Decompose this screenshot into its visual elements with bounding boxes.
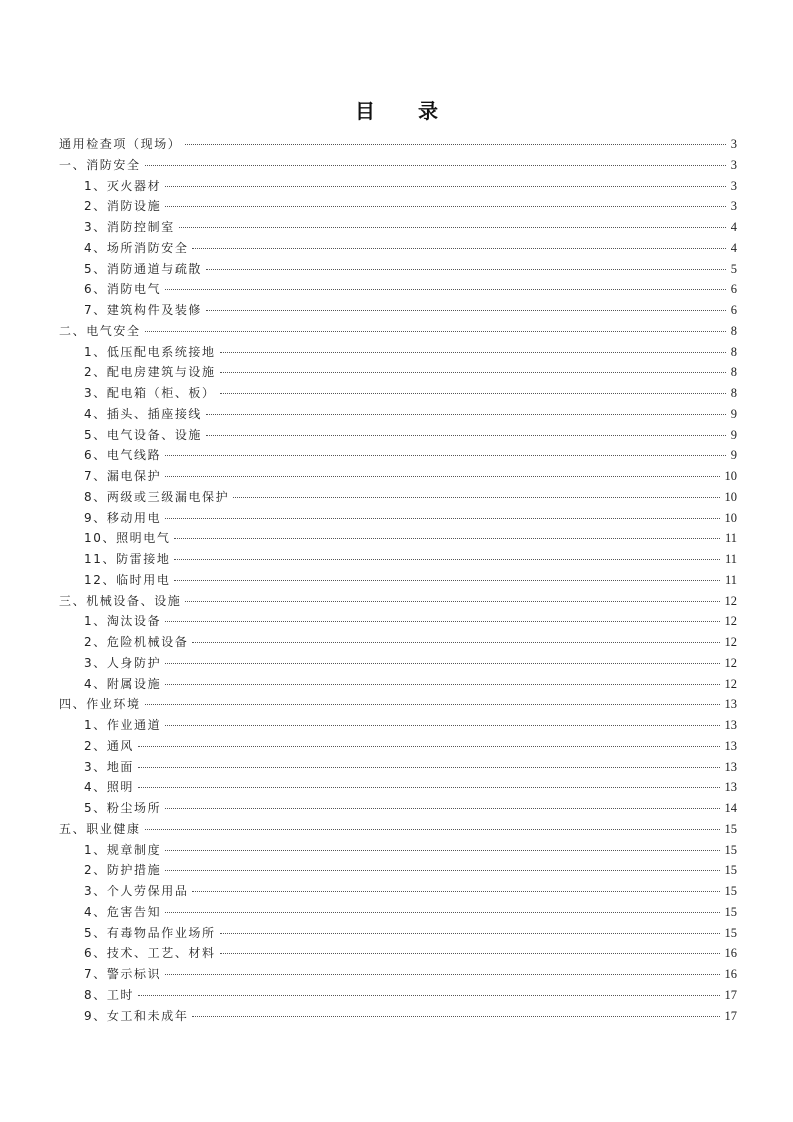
toc-entry-label: 三、机械设备、设施	[59, 593, 182, 608]
toc-dot-leader	[165, 206, 726, 207]
toc-dot-leader	[145, 331, 726, 332]
toc-entry-label: 5、粉尘场所	[84, 801, 162, 815]
toc-page-number: 3	[730, 137, 737, 151]
toc-entry-label: 4、照明	[84, 780, 135, 795]
toc-page-number: 4	[730, 220, 737, 234]
toc-dot-leader	[138, 995, 719, 996]
toc-dot-leader	[145, 165, 726, 166]
toc-subsection-entry[interactable]	[59, 798, 737, 819]
toc-entry-label: 4、插头、插座接线	[84, 406, 203, 421]
toc-subsection-entry[interactable]	[59, 238, 737, 259]
toc-entry-label: 2、消防设施	[84, 199, 162, 214]
toc-dot-leader	[192, 891, 719, 892]
toc-page-number: 8	[730, 323, 737, 338]
toc-entry-label: 一、消防安全	[59, 157, 141, 172]
toc-section-entry[interactable]	[59, 694, 737, 715]
toc-page-number: 6	[730, 282, 737, 297]
toc-dot-leader	[185, 601, 719, 602]
toc-dot-leader	[165, 186, 726, 187]
toc-entry-label: 10、照明电气	[84, 531, 171, 546]
toc-entry-label: 12、临时用电	[84, 572, 171, 587]
toc-entry-label: 3、个人劳保用品	[84, 884, 189, 898]
toc-dot-leader	[192, 642, 719, 643]
toc-subsection-entry[interactable]	[59, 176, 737, 197]
toc-entry-label: 9、女工和未成年	[84, 1008, 189, 1023]
toc-subsection-entry[interactable]	[59, 985, 737, 1006]
toc-subsection-entry[interactable]	[59, 528, 737, 549]
toc-page-number: 11	[724, 552, 737, 566]
toc-dot-leader	[220, 953, 720, 954]
toc-dot-leader	[138, 767, 719, 768]
toc-dot-leader	[165, 621, 719, 622]
toc-page-number: 8	[730, 365, 737, 380]
toc-subsection-entry[interactable]	[59, 840, 737, 861]
toc-subsection-entry[interactable]	[59, 279, 737, 300]
toc-dot-leader	[165, 870, 719, 871]
toc-subsection-entry[interactable]	[59, 196, 737, 217]
toc-dot-leader	[165, 684, 719, 685]
toc-entry-label: 8、工时	[84, 987, 135, 1002]
toc-subsection-entry[interactable]	[59, 943, 737, 964]
toc-page-number: 4	[730, 240, 737, 255]
toc-entry-label: 6、技术、工艺、材料	[84, 946, 216, 961]
toc-entry-label: 6、电气线路	[84, 448, 162, 463]
toc-entry-label: 8、两级或三级漏电保护	[84, 489, 230, 504]
toc-section-entry[interactable]	[59, 155, 737, 176]
toc-dot-leader	[206, 310, 726, 311]
toc-title: 目 录	[355, 99, 456, 123]
toc-subsection-entry[interactable]	[59, 342, 737, 363]
toc-page-number: 14	[724, 801, 737, 815]
toc-page-number: 10	[724, 510, 737, 525]
toc-page-number: 8	[730, 344, 737, 359]
toc-page-number: 12	[724, 635, 737, 649]
toc-page-number: 12	[724, 614, 737, 629]
toc-dot-leader	[179, 227, 726, 228]
toc-subsection-entry[interactable]	[59, 508, 737, 529]
toc-entry-label: 4、场所消防安全	[84, 240, 189, 255]
toc-page-number: 13	[724, 718, 737, 732]
toc-subsection-entry[interactable]	[59, 217, 737, 238]
toc-dot-leader	[165, 974, 719, 975]
toc-dot-leader	[220, 933, 720, 934]
toc-dot-leader	[165, 476, 719, 477]
toc-dot-leader	[220, 393, 726, 394]
toc-entry-label: 2、危险机械设备	[84, 635, 189, 649]
toc-entry-label: 4、危害告知	[84, 904, 162, 919]
toc-entry-label: 3、地面	[84, 759, 135, 774]
toc-dot-leader	[165, 663, 719, 664]
toc-entry-label: 2、防护措施	[84, 863, 162, 878]
toc-page-number: 16	[724, 946, 737, 961]
toc-entry-label: 1、低压配电系统接地	[84, 344, 216, 359]
toc-subsection-entry[interactable]	[59, 881, 737, 902]
toc-entry-label: 通用检查项（现场）	[59, 137, 182, 151]
toc-subsection-entry[interactable]	[59, 362, 737, 383]
toc-dot-leader	[185, 144, 725, 145]
toc-entry-label: 1、作业通道	[84, 718, 162, 732]
toc-section-entry[interactable]	[59, 591, 737, 612]
toc-dot-leader	[165, 850, 719, 851]
toc-page-number: 9	[730, 427, 737, 442]
toc-subsection-entry[interactable]	[59, 466, 737, 487]
toc-subsection-entry[interactable]	[59, 487, 737, 508]
toc-page-number: 3	[730, 178, 737, 193]
toc-subsection-entry[interactable]	[59, 777, 737, 798]
toc-entry-label: 5、有毒物品作业场所	[84, 925, 216, 940]
toc-entry-label: 3、配电箱（柜、板）	[84, 386, 216, 400]
toc-dot-leader	[206, 414, 726, 415]
toc-dot-leader	[192, 248, 725, 249]
toc-page-number: 8	[730, 386, 737, 400]
toc-dot-leader	[192, 1016, 719, 1017]
toc-subsection-entry[interactable]	[59, 736, 737, 757]
toc-entry-label: 2、通风	[84, 738, 135, 753]
toc-entry-label: 7、建筑构件及装修	[84, 303, 203, 317]
toc-entry-label: 1、规章制度	[84, 842, 162, 857]
toc-subsection-entry[interactable]	[59, 259, 737, 280]
toc-subsection-entry[interactable]	[59, 902, 737, 923]
toc-page-number: 9	[730, 406, 737, 421]
toc-dot-leader	[165, 289, 726, 290]
toc-page-number: 5	[730, 261, 737, 276]
toc-subsection-entry[interactable]	[59, 715, 737, 736]
toc-page-number: 3	[730, 199, 737, 214]
toc-section-entry[interactable]	[59, 321, 737, 342]
toc-dot-leader	[220, 372, 726, 373]
toc-entry-label: 四、作业环境	[59, 697, 141, 712]
toc-dot-leader	[165, 725, 719, 726]
toc-entry-label: 11、防雷接地	[84, 552, 171, 566]
toc-subsection-entry[interactable]	[59, 1006, 737, 1027]
toc-subsection-entry[interactable]	[59, 549, 737, 570]
toc-entry-label: 9、移动用电	[84, 510, 162, 525]
toc-subsection-entry[interactable]	[59, 860, 737, 881]
toc-page-number: 3	[730, 157, 737, 172]
toc-page-number: 6	[730, 303, 737, 317]
toc-entry-label: 5、电气设备、设施	[84, 427, 203, 442]
toc-entry-label: 1、淘汰设备	[84, 614, 162, 629]
toc-page-number: 9	[730, 448, 737, 463]
toc-page-number: 13	[724, 780, 737, 795]
toc-subsection-entry[interactable]	[59, 757, 737, 778]
toc-page-number: 10	[724, 469, 737, 483]
toc-dot-leader	[145, 704, 720, 705]
toc-page-number: 12	[724, 655, 737, 670]
toc-entry-label: 五、职业健康	[59, 821, 141, 836]
toc-subsection-entry[interactable]	[59, 570, 737, 591]
toc-entry-label: 3、人身防护	[84, 655, 162, 670]
toc-page-number: 17	[724, 1008, 737, 1023]
toc-page-number: 16	[724, 967, 737, 981]
toc-page-number: 11	[724, 572, 737, 587]
toc-page-number: 15	[724, 884, 737, 898]
toc-subsection-entry[interactable]	[59, 611, 737, 632]
toc-page-number: 13	[724, 759, 737, 774]
toc-page-number: 13	[724, 738, 737, 753]
toc-page-number: 13	[724, 697, 737, 712]
toc-dot-leader	[165, 912, 719, 913]
toc-dot-leader	[145, 829, 720, 830]
toc-entry-label: 1、灭火器材	[84, 178, 162, 193]
toc-subsection-entry[interactable]	[59, 674, 737, 695]
toc-page-number: 12	[724, 676, 737, 691]
toc-page-number: 12	[724, 593, 737, 608]
toc-section-entry[interactable]	[59, 819, 737, 840]
toc-page-number: 15	[724, 904, 737, 919]
toc-page-number: 15	[724, 925, 737, 940]
toc-page-number: 10	[724, 489, 737, 504]
toc-dot-leader	[174, 538, 719, 539]
toc-subsection-entry[interactable]	[59, 445, 737, 466]
toc-list	[59, 134, 737, 1026]
toc-dot-leader	[165, 455, 726, 456]
toc-entry-label: 4、附属设施	[84, 676, 162, 691]
toc-subsection-entry[interactable]	[59, 383, 737, 404]
toc-subsection-entry[interactable]	[59, 923, 737, 944]
toc-entry-label: 2、配电房建筑与设施	[84, 365, 216, 380]
toc-dot-leader	[138, 787, 719, 788]
toc-entry-label: 7、警示标识	[84, 967, 162, 981]
toc-page-number: 11	[724, 531, 737, 546]
toc-entry-label: 7、漏电保护	[84, 469, 162, 483]
toc-subsection-entry[interactable]	[59, 425, 737, 446]
toc-dot-leader	[206, 435, 726, 436]
toc-subsection-entry[interactable]	[59, 653, 737, 674]
toc-section-entry[interactable]	[59, 134, 737, 155]
toc-dot-leader	[165, 518, 719, 519]
toc-subsection-entry[interactable]	[59, 300, 737, 321]
toc-dot-leader	[138, 746, 719, 747]
toc-entry-label: 5、消防通道与疏散	[84, 261, 203, 276]
toc-dot-leader	[174, 559, 719, 560]
toc-subsection-entry[interactable]	[59, 632, 737, 653]
toc-dot-leader	[233, 497, 719, 498]
toc-entry-label: 6、消防电气	[84, 282, 162, 297]
toc-page-number: 15	[724, 863, 737, 878]
toc-subsection-entry[interactable]	[59, 404, 737, 425]
toc-page-number: 15	[724, 821, 737, 836]
toc-dot-leader	[206, 269, 726, 270]
toc-dot-leader	[174, 580, 719, 581]
toc-entry-label: 二、电气安全	[59, 323, 141, 338]
toc-subsection-entry[interactable]	[59, 964, 737, 985]
toc-dot-leader	[165, 808, 719, 809]
toc-dot-leader	[220, 352, 726, 353]
toc-page-number: 15	[724, 842, 737, 857]
toc-page-number: 17	[724, 987, 737, 1002]
toc-entry-label: 3、消防控制室	[84, 220, 175, 234]
